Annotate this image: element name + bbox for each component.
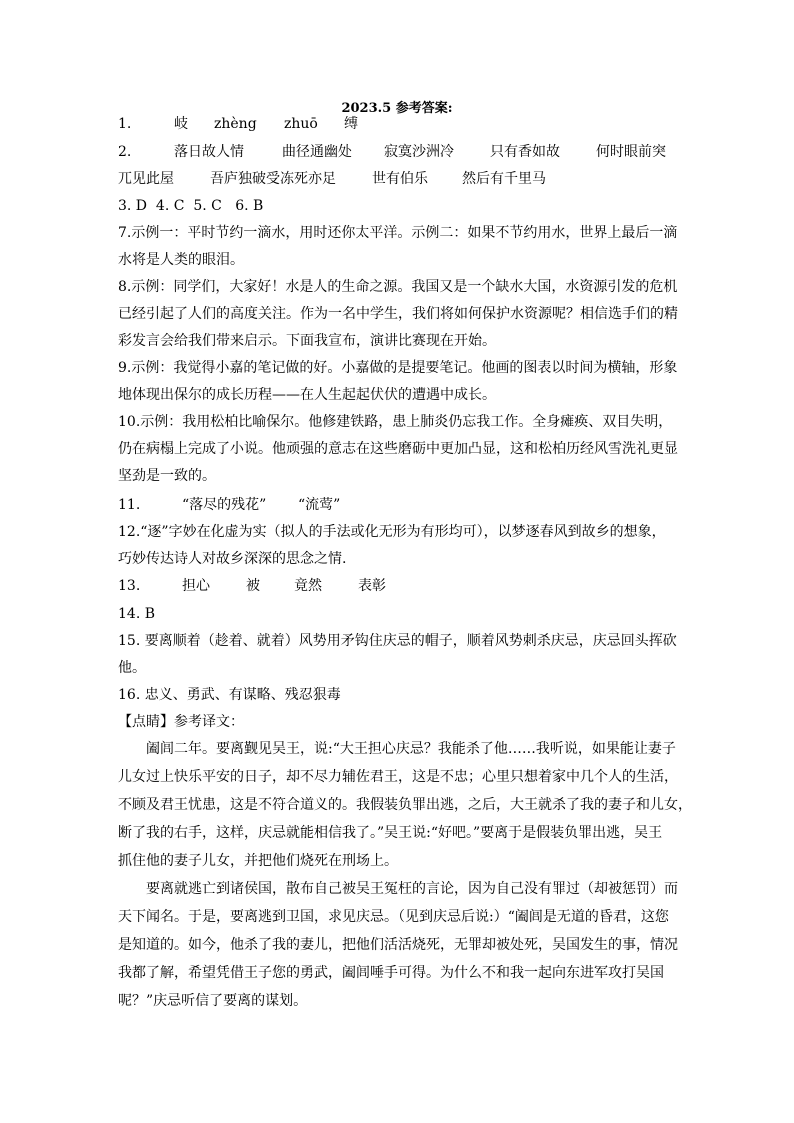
answer-15-line: 他。 [118,660,146,676]
answer-10-line: 10.示例：我用松柏比喻保尔。他修建铁路，患上肺炎仍忘我工作。全身瘫痪、双目失明， [118,414,673,430]
answer-2-item: 曲径通幽处 [282,144,352,160]
answer-14: 14. B [118,606,156,622]
answer-11b: “流莺” [298,497,341,513]
answer-2-num: 2. [118,144,132,160]
page-title: 2023.5 参考答案: [341,101,453,116]
answer-16: 16. 忠义、勇武、有谋略、残忍狠毒 [118,687,341,703]
translation-line: 儿女过上快乐平安的日子，却不尽力辅佐君王，这是不忠；心里只想着家中几个人的生活， [118,769,678,785]
answer-2-item: 寂寞沙洲冷 [384,144,454,160]
answer-2-item: 何时眼前突 [596,144,666,160]
answer-12-line: 12.“逐”字妙在化虚为实（拟人的手法或化无形为有形均可），以梦逐春风到故乡的想象， [118,524,666,540]
translation-line: 我都了解，希望凭借王子您的勇武，阖闾唾手可得。为什么不和我一起向东进军攻打吴国 [118,965,664,981]
answer-13d: 表彰 [358,578,386,594]
answer-2-item: 落日故人情 [174,144,244,160]
answer-8-line: 彩发言会给我们带来启示。下面我宣布，演讲比赛现在开始。 [118,333,496,349]
answer-2-item: 兀见此屋 [118,171,174,187]
answer-13b: 被 [246,578,260,594]
answer-2-item: 只有香如故 [490,144,560,160]
answer-1-num: 1. [118,116,132,132]
answer-15-line: 15. 要离顺着（趁着、就着）风势用矛钩住庆忌的帽子，顺着风势刺杀庆忌，庆忌回头挥砍 [118,633,677,649]
translation-line: 是知道的。如今，他杀了我的妻儿，把他们活活烧死，无罪却被处死，吴国发生的事，情况 [118,937,678,953]
translation-line: 要离就逃亡到诸侯国，散布自己被吴王冤枉的言论，因为自己没有罪过（却被惩罚）而 [146,881,678,897]
answer-9-line: 9.示例：我觉得小嘉的笔记做的好。小嘉做的是提要笔记。他画的图表以时间为横轴，形象 [118,360,678,376]
answer-12-line: 巧妙传达诗人对故乡深深的思念之情. [118,551,347,567]
answer-2-item: 然后有千里马 [462,171,546,187]
answer-1d: 缚 [344,116,358,132]
translation-line: 不顾及君王忧患，这是不符合道义的。我假装负罪出逃，之后，大王就杀了我的妻子和儿女， [118,797,692,813]
translation-line: 抓住他的妻子儿女，并把他们烧死在刑场上。 [118,853,398,869]
translation-line: 断了我的右手，这样，庆忌就能相信我了。”吴王说:“好吧。”要离于是假装负罪出逃，吴王 [118,825,663,841]
translation-line: 天下闻名。于是，要离逃到卫国，求见庆忌。（见到庆忌后说:）“阖闾是无道的昏君，这您 [118,909,669,925]
answer-13a: 担心 [182,578,210,594]
answer-13-num: 13. [118,578,141,594]
answer-7-line: 水将是人类的眼泪。 [118,252,244,268]
answers-3-6: 3. D 4. C 5. C 6. B [118,198,264,214]
translation-line: 阖闾二年。要离觐见吴王，说:“大王担心庆忌？我能杀了他……我听说，如果能让妻子 [146,741,676,757]
answer-10-line: 坚劲是一致的。 [118,468,216,484]
answer-2-item: 世有伯乐 [372,171,428,187]
answer-1a: 岐 [174,116,188,132]
answer-10-line: 仍在病榻上完成了小说。他顽强的意志在这些磨砺中更加凸显，这和松柏历经风雪洗礼更显 [118,441,678,457]
answer-1b: zhèng [214,116,257,132]
answer-1c: zhuō [284,116,318,132]
answer-2-item: 吾庐独破受冻死亦足 [210,171,336,187]
answer-11a: “落尽的残花” [182,497,267,513]
answer-8-line: 已经引起了人们的高度关注。作为一名中学生，我们将如何保护水资源呢？相信选手们的精 [118,306,678,322]
note-heading: 【点睛】参考译文： [118,714,244,730]
answer-9-line: 地体现出保尔的成长历程——在人生起起伏伏的遭遇中成长。 [118,387,496,403]
answer-7-line: 7.示例一：平时节约一滴水，用时还你太平洋。示例二：如果不节约用水，世界上最后一滴 [118,225,678,241]
answer-11-num: 11. [118,497,141,513]
translation-line: 呢？”庆忌听信了要离的谋划。 [118,993,308,1009]
answer-13c: 竟然 [294,578,322,594]
answer-8-line: 8.示例：同学们，大家好！水是人的生命之源。我国又是一个缺水大国，水资源引发的危机 [118,279,678,295]
